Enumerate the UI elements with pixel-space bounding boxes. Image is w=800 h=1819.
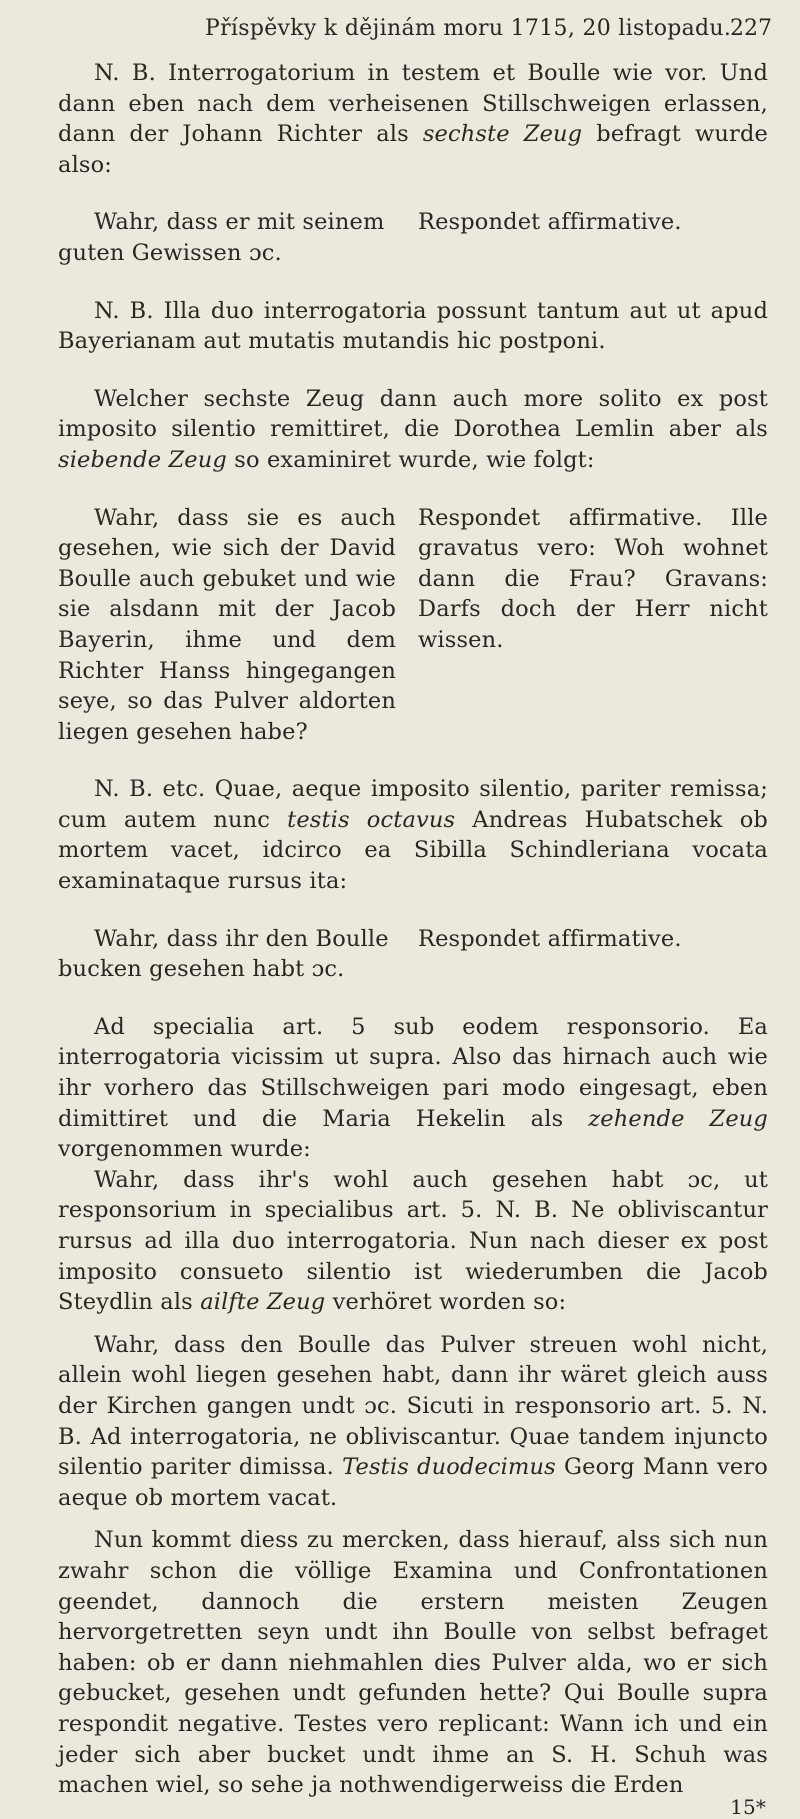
paragraph-3-end: so examiniret wurde, wie folgt:: [234, 446, 595, 473]
paragraph-6-text: Wahr, dass ihr's wohl auch gesehen habt ɔc, ut responsorium in specialibus art. 5. N. B. Ne obliviscantur rursus ad illa duo interrogatoria. Nun nach dieser ex post imposito consueto silentio ist wiederumben die Jacob Steydlin als: [58, 1166, 768, 1316]
paragraph-1-italic: sechste Zeug: [422, 121, 583, 148]
paragraph-4-italic: testis octavus: [287, 806, 456, 833]
question-1: [58, 207, 768, 268]
question-3-response: Respondet affirmative.: [418, 925, 682, 952]
paragraph-5-end: vorgenommen wurde:: [58, 1136, 311, 1163]
paragraph-7-end: Georg Mann vero aeque ob mortem vacat.: [58, 1454, 768, 1511]
paragraph-1: [58, 58, 768, 180]
paragraph-7-text: Wahr, dass den Boulle das Pulver streuen wohl nicht, allein wohl liegen gesehen habt, dann ihr wäret gleich auss der Kirchen gangen undt ɔc. Sicuti in responsorio art. 5. N. B. Ad interrogatoria, ne obliviscantur. Quae tandem injuncto silentio pariter dimissa.: [58, 1331, 768, 1481]
paragraph-4-text: N. B. etc. Quae, aeque imposito silentio, pariter remissa; cum autem nunc: [58, 776, 768, 833]
paragraph-6: [58, 1165, 768, 1318]
question-2-response: Respondet affirmative. Ille gravatus vero: Woh wohnet dann die Frau? Gravans: Darfs doch der Herr nicht wissen.: [418, 504, 768, 653]
signature-mark: 15*: [730, 1794, 766, 1819]
question-2-text: Wahr, dass sie es auch gesehen, wie sich der David Boulle auch gebuket und wie sie alsdann mit der Jacob Bayerin, ihme und dem Richter Hanss hingegangen seye, so das Pulver aldorten liegen gesehen habe?: [58, 504, 396, 745]
question-3-text: Wahr, dass ihr den Boulle bucken gesehen habt ɔc.: [58, 925, 389, 983]
paragraph-7: [58, 1330, 768, 1514]
paragraph-1-text: N. B. Interrogatorium in testem et Boulle wie vor. Und dann eben nach dem verheisenen Stillschweigen erlassen, dann der Johann Richter als: [58, 60, 768, 148]
paragraph-2: N. B. Illa duo interrogatoria possunt tantum aut ut apud Bayerianam aut mutatis mutandis hic postponi.: [58, 297, 768, 355]
paragraph-5-text: Ad specialia art. 5 sub eodem responsorio. Ea interrogatoria vicissim ut supra. Also das hirnach auch wie ihr vorhero das Stillschweigen pari modo eingesagt, eben dimittiret und die Maria Hekelin als: [58, 1013, 768, 1132]
paragraph-6-end: verhöret worden so:: [332, 1289, 567, 1316]
paragraph-1-end: befragt wurde also:: [58, 121, 768, 178]
question-2: [58, 503, 768, 748]
paragraph-3-italic: siebende Zeug: [58, 446, 227, 473]
running-header: [0, 12, 800, 52]
paragraph-4-end: Andreas Hubatschek ob mortem vacet, idcirco ea Sibilla Schindleriana vocata examinataque rursus ita:: [58, 806, 768, 895]
paragraph-6-italic: ailfte Zeug: [200, 1289, 326, 1316]
paragraph-3: [58, 384, 768, 476]
question-1-text: Wahr, dass er mit seinem guten Gewissen ɔc.: [58, 209, 385, 266]
paragraph-8: Nun kommt diess zu mercken, dass hierauf, alss sich nun zwahr schon die völlige Examina und Confrontationen geendet, dannoch die erstern meisten Zeugen hervorgetretten seyn undt ihn Boulle von selbst befraget haben: ob er dann niehmahlen dies Pulver alda, wo er sich gebucket, gesehen undt gefunden hette? Qui Boulle supra respondit negative. Testes vero replicant: Wann ich und ein jeder sich aber bucket undt ihme an S. H. Schuh was machen wiel, so sehe ja nothwendigerweiss die Erden: [58, 1527, 768, 1799]
paragraph-4: [58, 774, 768, 896]
page-body: [58, 58, 768, 1819]
page-number: 227: [730, 16, 772, 41]
paragraph-7-italic: Testis duodecimus: [342, 1454, 556, 1481]
paragraph-5-italic: zehende Zeug: [588, 1105, 768, 1132]
question-1-response: Respondet affirmative.: [418, 209, 682, 236]
running-title: Příspěvky k dějinám moru 1715, 20 listopadu.: [205, 16, 732, 41]
paragraph-3-text: Welcher sechste Zeug dann auch more solito ex post imposito silentio remittiret, die Dorothea Lemlin aber als: [58, 385, 768, 443]
question-3: [58, 924, 768, 985]
paragraph-5: [58, 1012, 768, 1165]
